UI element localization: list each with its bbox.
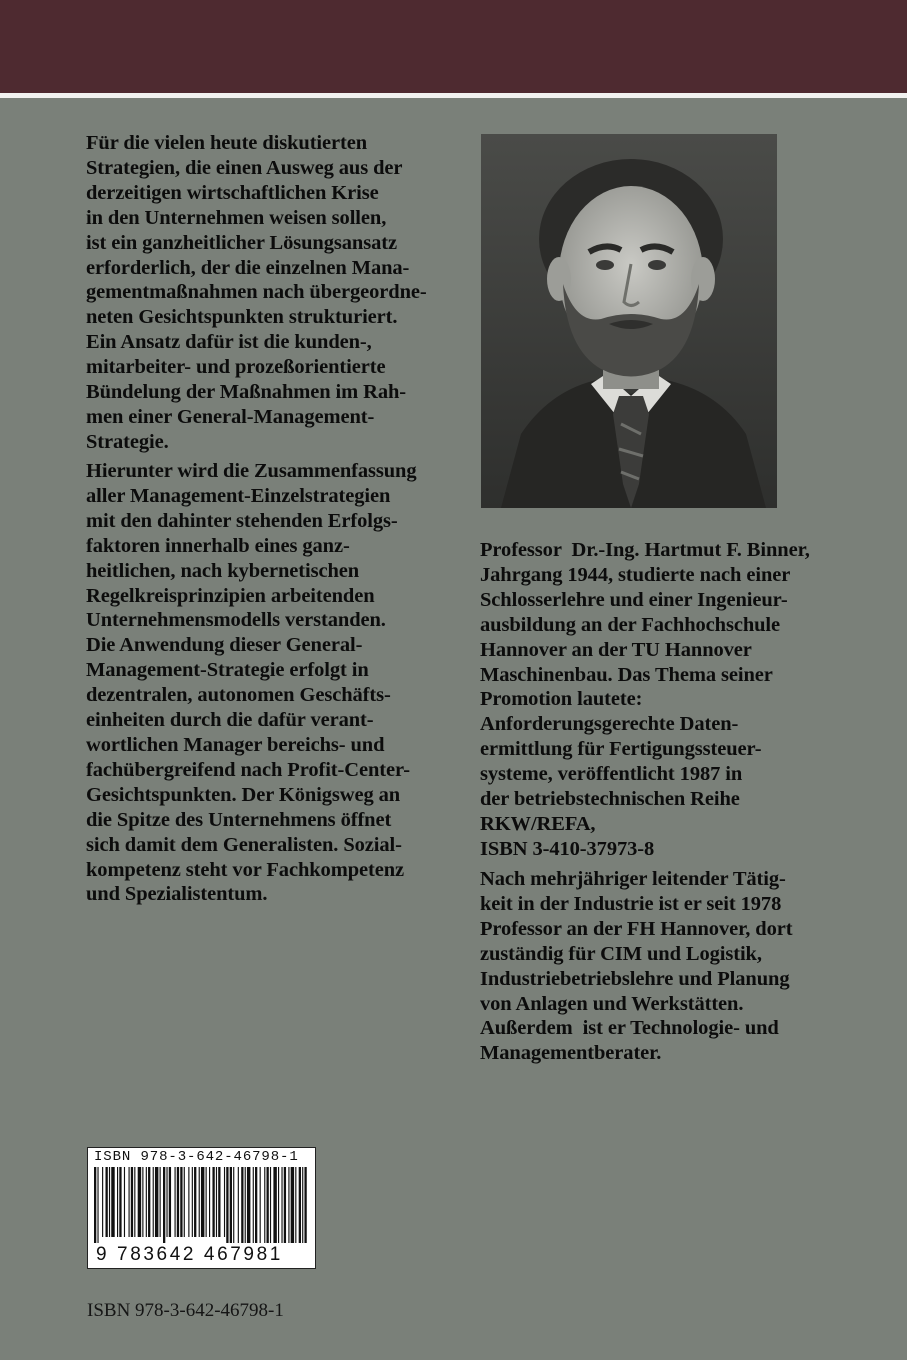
barcode-bar: [224, 1167, 225, 1237]
barcode-bar: [295, 1167, 296, 1243]
barcode-bar: [146, 1167, 147, 1237]
barcode-bar: [255, 1167, 257, 1243]
barcode-bar: [188, 1167, 189, 1237]
barcode-bar: [260, 1167, 261, 1243]
barcode-bar: [153, 1167, 154, 1237]
barcode-bar: [302, 1167, 303, 1243]
barcode-bar: [160, 1167, 161, 1237]
barcode-bar: [97, 1167, 98, 1243]
barcode-bar: [142, 1167, 143, 1237]
barcode-bar: [241, 1167, 243, 1243]
barcode-bar: [177, 1167, 179, 1237]
barcode-bar: [169, 1167, 171, 1237]
barcode-bar: [304, 1167, 306, 1243]
barcode-bar: [134, 1167, 135, 1237]
barcode-bar: [230, 1167, 232, 1243]
author-bio-paragraph-2: Nach mehrjähriger leitender Tätig- keit in der Industrie ist er seit 1978 Professor an der FH Hannover, dort zuständig für CIM und Logistik, Industriebetriebslehre und Planung von Anlagen und Werkstätten. Außerdem ist er Technologie- und Managementberater.: [480, 868, 793, 1065]
barcode-bars: [94, 1167, 310, 1243]
barcode-bar: [281, 1167, 282, 1243]
barcode-digits: 9 783642 467981: [96, 1244, 283, 1265]
barcode-bar: [180, 1167, 182, 1237]
barcode-bar: [218, 1167, 220, 1237]
author-bio-paragraph-1: Professor Dr.-Ing. Hartmut F. Binner, Jahrgang 1944, studierte nach einer Schlosserlehre und einer Ingenieur- ausbildung an der Fachhochschule Hannover an der TU Hannover Maschinenbau. Das Thema seiner Promotion lautete: Anforderungsgerechte Daten- ermittlung für Fertigungssteuer- systeme, veröffentlicht 1987 in der betriebstechnischen Reihe RKW/REFA, ISBN 3-410-37973-8: [480, 539, 810, 860]
barcode-bar: [270, 1167, 271, 1243]
barcode-bar: [273, 1167, 276, 1243]
barcode-bar: [291, 1167, 294, 1243]
barcode-bar: [106, 1167, 108, 1237]
top-color-band: [0, 0, 907, 93]
barcode-bar: [226, 1167, 228, 1243]
barcode-bar: [267, 1167, 269, 1243]
barcode-bar: [175, 1167, 176, 1237]
barcode-bar: [194, 1167, 196, 1237]
barcode-bar: [245, 1167, 246, 1243]
barcode-bar: [166, 1167, 167, 1237]
isbn-footer: ISBN 978-3-642-46798-1: [87, 1300, 284, 1321]
barcode-bar: [129, 1167, 130, 1237]
barcode-bar: [253, 1167, 254, 1243]
barcode-bar: [94, 1167, 96, 1243]
author-portrait-icon: [481, 134, 777, 508]
barcode-bar: [131, 1167, 133, 1237]
barcode-bar: [247, 1167, 250, 1243]
barcode-bar: [155, 1167, 158, 1237]
barcode-bar: [233, 1167, 234, 1243]
isbn-barcode: [87, 1147, 316, 1269]
author-portrait-photo: [481, 134, 777, 508]
barcode-bar: [109, 1167, 110, 1237]
barcode-bar: [119, 1167, 121, 1237]
barcode-bar: [201, 1167, 204, 1237]
barcode-bar: [209, 1167, 210, 1237]
barcode-bar: [138, 1167, 141, 1237]
barcode-bar: [199, 1167, 200, 1237]
barcode-bar: [212, 1167, 214, 1237]
top-divider-rule: [0, 93, 907, 98]
barcode-bar: [238, 1167, 239, 1243]
barcode-bar: [124, 1167, 125, 1237]
barcode-bar: [111, 1167, 114, 1237]
barcode-bar: [284, 1167, 286, 1243]
left-paragraph-2: Hierunter wird die Zusammenfassung aller Management-Einzelstrategien mit den dahinter stehenden Erfolgs- faktoren innerhalb eines ganz- heitlichen, nach kybernetischen Regelkreisprinzipien arbeitenden Unternehmensmodells verstanden. Die Anwendung dieser General- Management-Strategie erfolgt in dezentralen, autonomen Geschäfts- einheiten durch die dafür verant- wortlichen Manager bereichs- und fachübergreifend nach Profit-Center- Gesichtspunkten. Der Königsweg an die Spitze des Unternehmens öffnet sich damit dem Generalisten. Sozial- kompetenz steht vor Fachkompetenz und Spezialistentum.: [86, 460, 417, 906]
left-paragraph-1: Für die vielen heute diskutierten Strategien, die einen Ausweg aus der derzeitigen wirtschaftlichen Krise in den Unternehmen weisen sollen, ist ein ganzheitlicher Lösungsansatz erforderlich, der die einzelnen Mana- gementmaßnahmen nach übergeordne- neten Gesichtspunkten strukturiert. Ein Ansatz dafür ist die kunden-, mitarbeiter- und prozeßorientierte Bündelung der Maßnahmen im Rah- men einer General-Management- Strategie.: [86, 132, 427, 453]
barcode-bar: [117, 1167, 118, 1237]
barcode-bar: [299, 1167, 301, 1243]
barcode-bar: [216, 1167, 217, 1237]
barcode-bar: [163, 1167, 165, 1243]
barcode-bar: [288, 1167, 289, 1243]
barcode-isbn-text: ISBN 978-3-642-46798-1: [94, 1149, 299, 1165]
barcode-bar: [264, 1167, 265, 1243]
barcode-bar: [102, 1167, 103, 1237]
barcode-bar: [192, 1167, 193, 1237]
barcode-bar: [184, 1167, 185, 1237]
barcode-bar: [148, 1167, 150, 1237]
barcode-bar: [278, 1167, 279, 1243]
barcode-bar: [206, 1167, 207, 1237]
